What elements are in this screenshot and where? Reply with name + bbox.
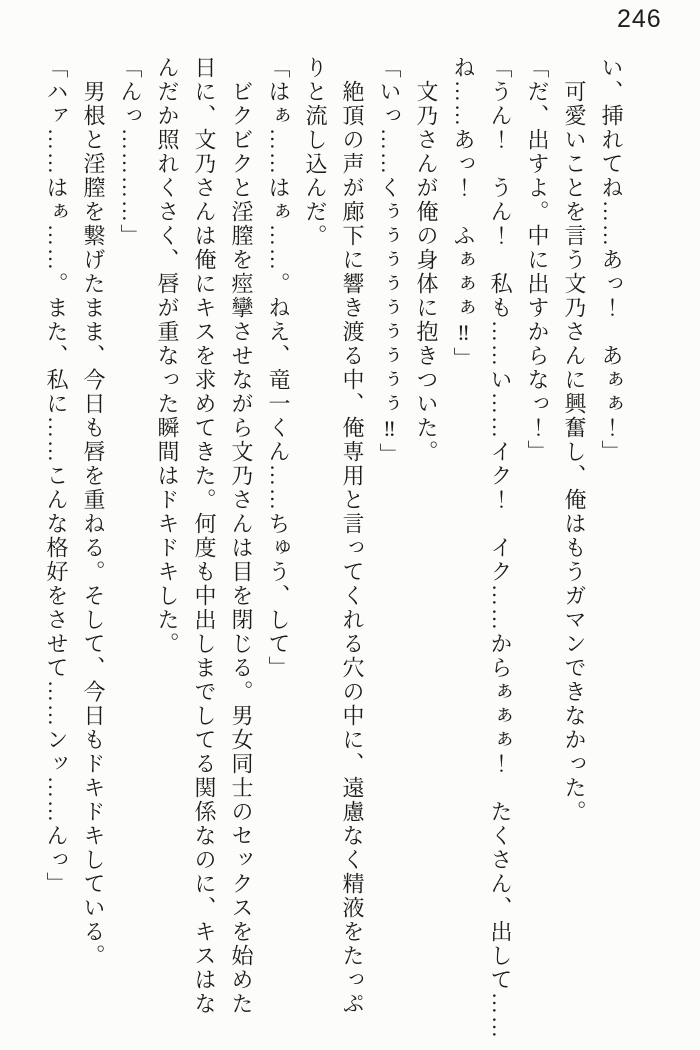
text-line: 「ハァ……はぁ……。また、私に……こんな格好をさせて……ンッ……んっ」 [44,56,69,896]
text-line: 「はぁ……はぁ……。ねえ、竜一くん……ちゅう、して」 [266,56,291,680]
text-line: 「いっ……くぅぅぅぅぅぅぅぅぅ‼」 [377,56,402,467]
novel-text-block [38,56,630,1044]
text-line: ビクビクと淫膣を痙攣させながら文乃さんは目を閉じる。男女同士のセックスを始めた [229,80,254,1016]
text-line: 「んっ…………」 [118,56,143,248]
page-number: 246 [617,5,662,33]
text-line: 日に、文乃さんは俺にキスを求めてきた。何度も中出しまでしてる関係なのに、キスはな [192,56,217,1016]
text-line: んだか照れくさく、唇が重なった瞬間はドキドキした。 [155,56,180,656]
text-line: 男根と淫膣を繋げたまま、今日も唇を重ねる。そして、今日もドキドキしている。 [81,80,106,968]
text-line: い、挿れてね……あっ！ あぁぁ！」 [599,56,624,464]
text-line: 絶頂の声が廊下に響き渡る中、俺専用と言ってくれる穴の中に、遠慮なく精液をたっぷ [340,80,365,1016]
text-line: 「だ、出すよ。中に出すからなっ！」 [525,56,550,464]
text-line: 文乃さんが俺の身体に抱きついた。 [414,80,439,464]
text-line: りと流し込んだ。 [303,56,328,248]
text-line: ね……あっ！ ふぁぁぁ‼」 [451,56,476,371]
text-line: 可愛いことを言う文乃さんに興奮し、俺はもうガマンできなかった。 [562,80,587,824]
text-line: 「うん！ うん！ 私も……い……イク！ イク……からぁぁぁ！ たくさん、出して…… [488,56,513,1040]
